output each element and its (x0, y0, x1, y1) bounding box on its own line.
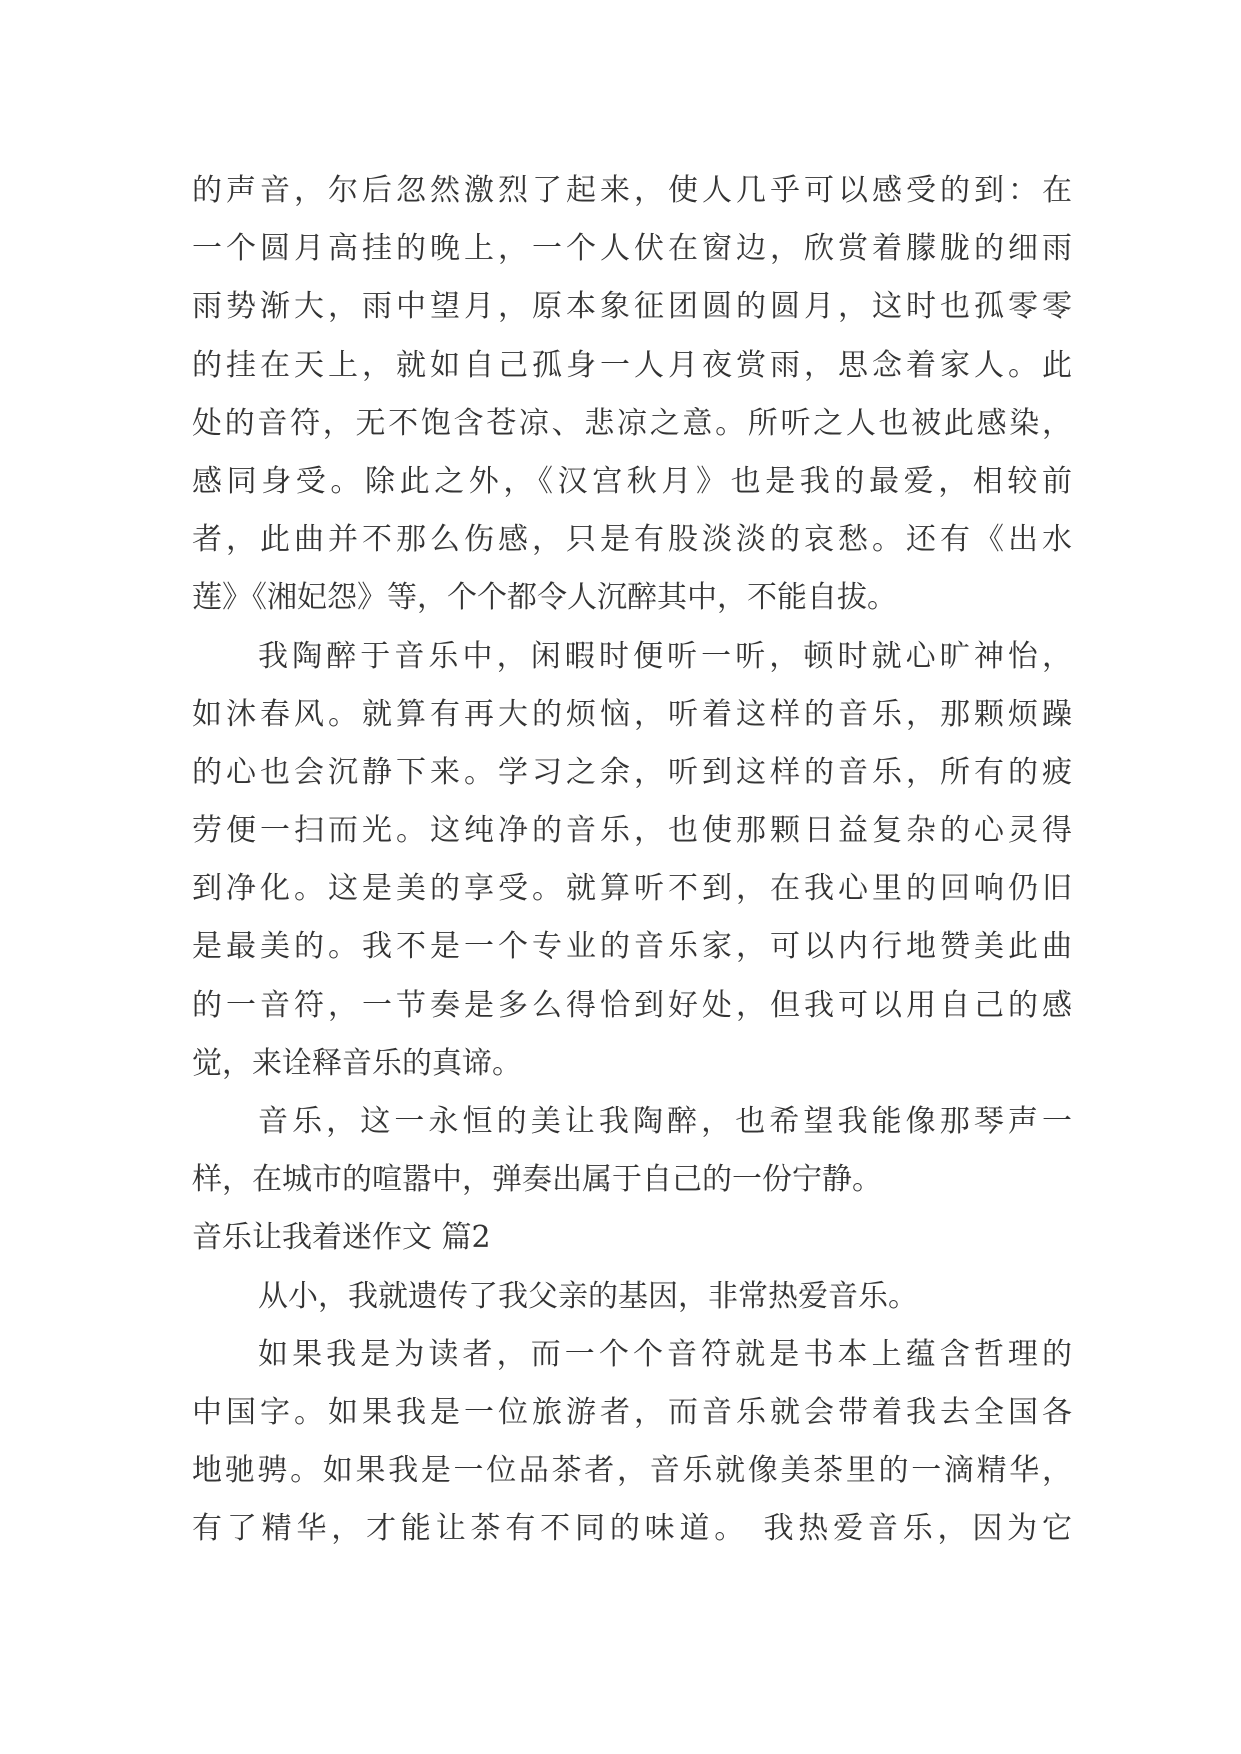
paragraph-5 (192, 1326, 1072, 1559)
text-line: 中国字。如果我是一位旅游者，而音乐就会带着我去全国各 (192, 1394, 1072, 1430)
text-line: 的声音，尔后忽然激烈了起来，使人几乎可以感受的到：在 (192, 173, 1072, 208)
text-line: 劳便一扫而光。这纯净的音乐，也使那颗日益复杂的心灵得 (192, 813, 1072, 849)
text-line: 一个圆月高挂的晚上，一个人伏在窗边，欣赏着朦胧的细雨 (192, 231, 1072, 267)
text-line: 如沐春风。就算有再大的烦恼，听着这样的音乐，那颗烦躁 (192, 696, 1072, 732)
text-line: 处的音符，无不饱含苍凉、悲凉之意。所听之人也被此感染， (192, 405, 1072, 441)
text-line: 从小，我就遗传了我父亲的基因，非常热爱音乐。 (258, 1278, 918, 1314)
document-body (192, 162, 1072, 1559)
text-line: 莲》《湘妃怨》等，个个都令人沉醉其中，不能自拔。 (192, 580, 897, 616)
text-line: 的心也会沉静下来。学习之余，听到这样的音乐，所有的疲 (192, 754, 1072, 790)
text-line: 到净化。这是美的享受。就算听不到，在我心里的回响仍旧 (192, 871, 1072, 907)
text-line: 雨势渐大，雨中望月，原本象征团圆的圆月，这时也孤零零 (192, 289, 1072, 325)
text-line: 的一音符，一节奏是多么得恰到好处，但我可以用自己的感 (192, 987, 1072, 1023)
text-line: 样，在城市的喧嚣中，弹奏出属于自己的一份宁静。 (192, 1162, 882, 1198)
paragraph-1 (192, 162, 1072, 628)
text-line: 感同身受。除此之外，《汉宫秋月》也是我的最爱，相较前 (192, 463, 1072, 499)
text-line: 觉，来诠释音乐的真谛。 (192, 1045, 522, 1081)
section-heading: 音乐让我着迷作文 篇2 (192, 1220, 491, 1256)
text-line: 我陶醉于音乐中，闲暇时便听一听，顿时就心旷神怡， (258, 638, 1072, 674)
text-line: 地驰骋。如果我是一位品茶者，音乐就像美茶里的一滴精华， (192, 1453, 1072, 1489)
text-line: 者，此曲并不那么伤感，只是有股淡淡的哀愁。还有《出水 (192, 522, 1072, 558)
text-line: 的挂在天上，就如自己孤身一人月夜赏雨，思念着家人。此 (192, 347, 1072, 383)
text-line: 音乐，这一永恒的美让我陶醉，也希望我能像那琴声一 (258, 1104, 1072, 1139)
paragraph-3 (192, 1093, 1072, 1209)
text-line: 有了精华，才能让茶有不同的味道。 我热爱音乐，因为它 (192, 1511, 1072, 1547)
paragraph-4 (192, 1268, 1072, 1326)
text-line: 如果我是为读者，而一个个音符就是书本上蕴含哲理的 (258, 1336, 1072, 1372)
text-line: 是最美的。我不是一个专业的音乐家，可以内行地赞美此曲 (192, 929, 1072, 965)
paragraph-2 (192, 628, 1072, 1094)
